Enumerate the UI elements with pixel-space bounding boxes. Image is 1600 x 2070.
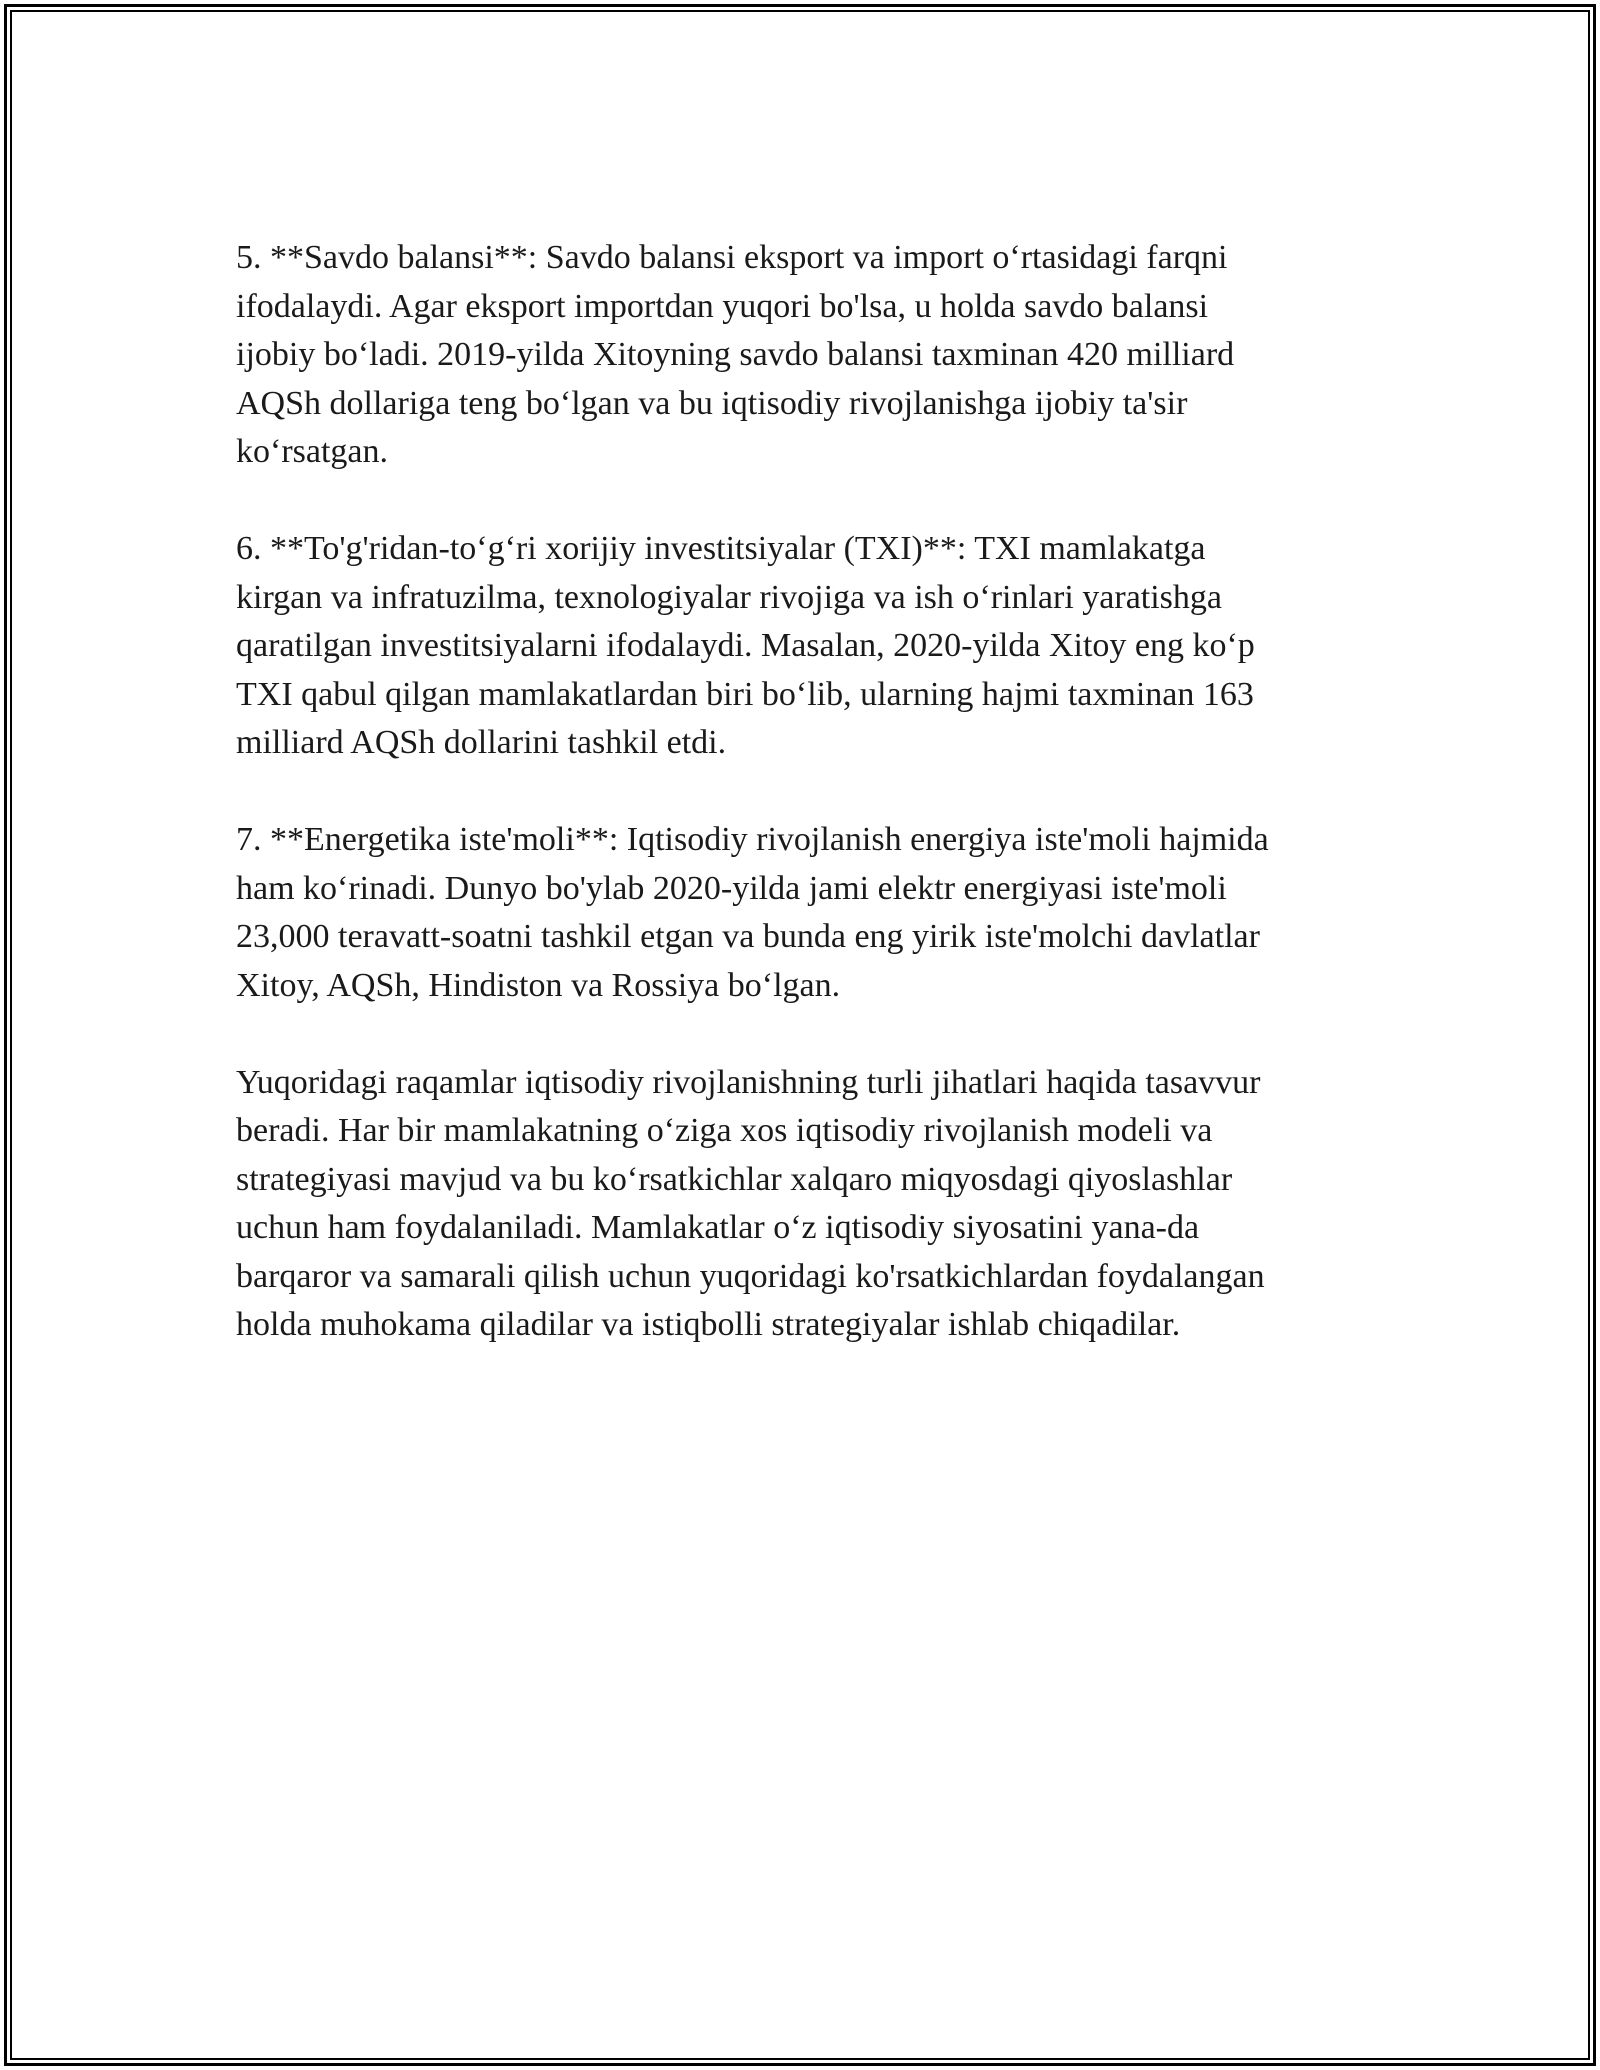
paragraph-conclusion: Yuqoridagi raqamlar iqtisodiy rivojlanishning turli jihatlari haqida tasavvur beradi. Har bir mamlakatning o‘ziga xos iqtisodiy rivojlanish modeli va strategiyasi mavjud va bu ko‘rsatkichlar xalqaro miqyosdagi qiyoslashlar uchun ham foydalaniladi. Mamlakatlar o‘z iqtisodiy siyosatini yana-da barqaror va samarali qilish uchun yuqoridagi ko'rsatkichlardan foydalangan holda muhokama qiladilar va istiqbolli strategiyalar ishlab chiqadilar. (236, 1063, 1265, 1343)
paragraph-energetika: 7. **Energetika iste'moli**: Iqtisodiy rivojlanish energiya iste'moli hajmida ham ko‘rinadi. Dunyo bo'ylab 2020-yilda jami elektr energiyasi iste'moli 23,000 teravatt-soatni tashkil etgan va bunda eng yirik iste'molchi davlatlar Xitoy, AQSh, Hindiston va Rossiya bo‘lgan. (236, 821, 1269, 1004)
paragraph-savdo-balansi: 5. **Savdo balansi**: Savdo balansi eksport va import o‘rtasidagi farqni ifodalaydi. Agar eksport importdan yuqori bo'lsa, u holda savdo balansi ijobiy bo‘ladi. 2019-yilda Xitoyning savdo balansi taxminan 420 milliard AQSh dollariga teng bo‘lgan va bu iqtisodiy rivojlanishga ijobiy ta'sir ko‘rsatgan. (236, 239, 1235, 470)
document-body (236, 234, 1366, 1398)
paragraph-txi: 6. **To'g'ridan-to‘g‘ri xorijiy investitsiyalar (TXI)**: TXI mamlakatga kirgan va infratuzilma, texnologiyalar rivojiga va ish o‘rinlari yaratishga qaratilgan investitsiyalarni ifodalaydi. Masalan, 2020-yilda Xitoy eng ko‘p TXI qabul qilgan mamlakatlardan biri bo‘lib, ularning hajmi taxminan 163 milliard AQSh dollarini tashkil etdi. (236, 530, 1255, 761)
